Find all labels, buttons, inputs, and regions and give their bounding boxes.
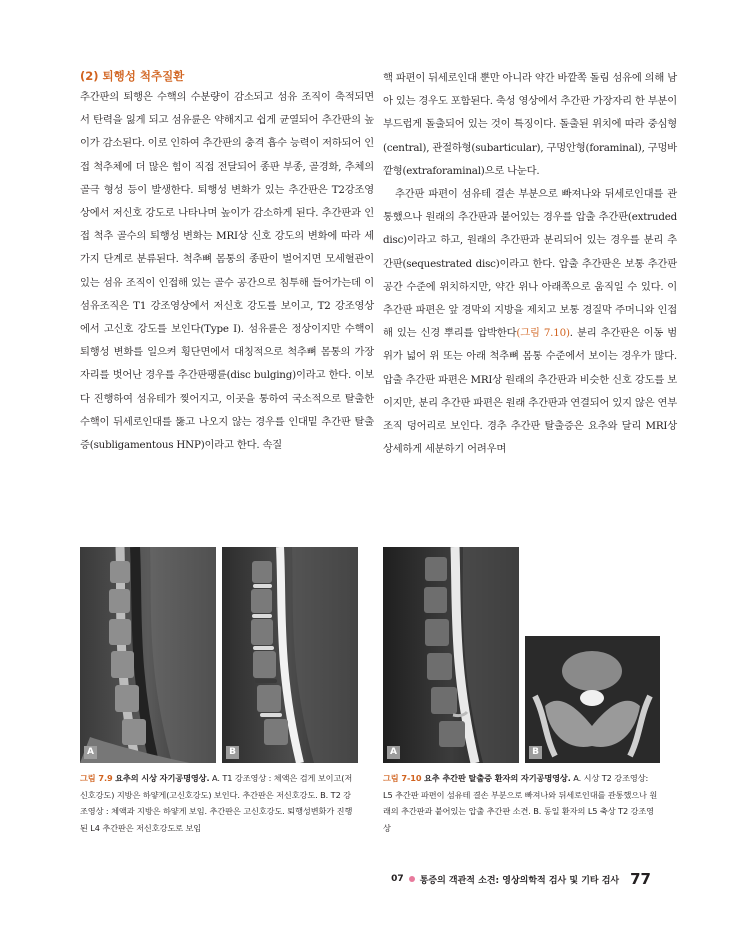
caption-title: 요추 추간판 탈출증 환자의 자기공명영상. [423, 773, 571, 783]
left-column [80, 67, 374, 457]
figure-7-10-b-mri-image [525, 636, 660, 763]
figure-7-10-caption [383, 770, 660, 836]
figure-label-a: A [387, 746, 400, 759]
figure-7-9-caption [80, 770, 358, 836]
figure-label-b: B [226, 746, 239, 759]
right-paragraph-2 [383, 183, 677, 461]
right-paragraph-2-part1: 추간판 파편이 섬유테 결손 부분으로 빠져나와 뒤세로인대를 관통했으나 원래의 추간판과 붙어있는 경우를 압출 추간판(extruded disc)이라고 하고, 원래의 추간판과 분리되어 있는 경우를 분리 추간판(sequestrated disc)이라고 한다. 압출 추간판은 보통 추간판 공간 수준에 위치하지만, 약간 위나 아래쪽으로 움직일 수 있다. 이 추간판 파편은 앞 경막외 지방을 제치고 보통 경질막 주머니와 인접해 있는 신경 뿌리를 압박한다 [383, 188, 677, 340]
figure-7-10-a-mri-image [383, 547, 519, 763]
caption-label: 그림 7.9 [80, 773, 113, 783]
caption-text: A. 시상 T2 강조영상: L5 추간판 파편이 섬유테 결손 부분으로 빠져나와 뒤세로인대를 관통했으나 원래의 추간판과 붙어있는 압출 추간판 소견. B. 동일 환자의 L5 축상 T2 강조영상 [383, 773, 658, 833]
page-footer [391, 868, 651, 890]
chapter-number: 07 [391, 874, 404, 884]
figure-label-b: B [529, 746, 542, 759]
mri-sagittal-t2-drawing [222, 547, 358, 763]
figure-7-9-a-mri-image [80, 547, 216, 763]
right-paragraph-2-part2: . 분리 추간판은 이동 범위가 넓어 위 또는 아래 척추뼈 몸통 수준에서 보이는 경우가 많다. 압출 추간판 파편은 MRI상 원래의 추간판과 비슷한 신호 강도를 보이지만, 분리 추간판 파편은 원래 추간판과 연결되어 있지 않은 연부 조직 덩어리로 보인다. 경추 추간판 탈출증은 요추와 달리 MRI상 상세하게 세분하기 어려우며 [383, 327, 678, 456]
figure-label-a: A [84, 746, 97, 759]
figure-7-9-b-mri-image [222, 547, 358, 763]
mri-axial-t2-drawing [525, 636, 660, 763]
left-paragraph: 추간판의 퇴행은 수핵의 수분량이 감소되고 섬유 조직이 축적되면서 탄력을 잃게 되고 섬유륜은 약해지고 쉽게 균열되어 추간판의 높이가 감소된다. 이로 인하여 추간판의 충격 흡수 능력이 저하되어 인접 척추체에 더 많은 힘이 직접 전달되어 종판 부종, 골경화, 추체의 골극 형성 등이 발생한다. 퇴행성 변화가 있는 추간판은 T2강조영상에서 저신호 강도로 나타나며 높이가 감소하게 된다. 추간판과 인접 척추 골수의 퇴행성 변화는 MRI상 신호 강도의 변화에 따라 세 가지 단계로 분류된다. 척추뼈 몸통의 종판이 벌어지면 모세혈관이 있는 섬유 조직이 인접해 있는 골수 공간으로 침투해 들어가는데 이 섬유조직은 T1 강조영상에서 저신호 강도를 보이고, T2 강조영상에서 고신호 강도를 보인다(Type I). 섬유륜은 정상이지만 수핵이 퇴행성 변화를 일으켜 횡단면에서 대칭적으로 척추뼈 몸통의 가장자리를 벗어난 경우를 추간판팽륜(disc bulging)이라고 한다. 이보다 진행하여 섬유테가 찢어지고, 이곳을 통하여 국소적으로 탈출한 수핵이 뒤세로인대를 뚫고 나오지 않는 경우를 인대밑 추간판 탈출증(subligamentous HNP)이라고 한다. 속질 [80, 91, 374, 452]
right-paragraph-1: 핵 파편이 뒤세로인대 뿐만 아니라 약간 바깥쪽 돌림 섬유에 의해 남아 있는 경우도 포함된다. 축성 영상에서 추간판 가장자리 한 부분이 부드럽게 돌출되어 있는 것이 특징이다. 돌출된 위치에 따라 중심형(central), 관절하형(subarticular), 구멍안형(foraminal), 구멍바깥형(extraforaminal)으로 나눈다. [383, 72, 677, 177]
caption-title: 요추의 시상 자기공명영상. [115, 773, 210, 783]
mri-sagittal-t2-herniation-drawing [383, 547, 519, 763]
figure-reference-7-10[interactable]: (그림 7.10) [516, 327, 570, 340]
caption-label: 그림 7-10 [383, 773, 422, 783]
page-number: 77 [630, 870, 651, 888]
right-column [383, 67, 677, 461]
caption-text: A. T1 강조영상 : 체액은 검게 보이고(저신호강도) 지방은 하얗게(고신호강도) 보인다. 추간판은 저신호강도. B. T2 강조영상 : 체액과 지방은 하얗게 보임. 추간판은 고신호강도. 퇴행성변화가 진행된 L4 추간판은 저신호강도로 보임 [80, 773, 353, 833]
mri-sagittal-t1-drawing [80, 547, 216, 763]
bullet-dot-icon [409, 876, 415, 882]
section-title: (2) 퇴행성 척추질환 [80, 69, 185, 83]
chapter-title: 통증의 객관적 소견: 영상의학적 검사 및 기타 검사 [419, 875, 620, 886]
